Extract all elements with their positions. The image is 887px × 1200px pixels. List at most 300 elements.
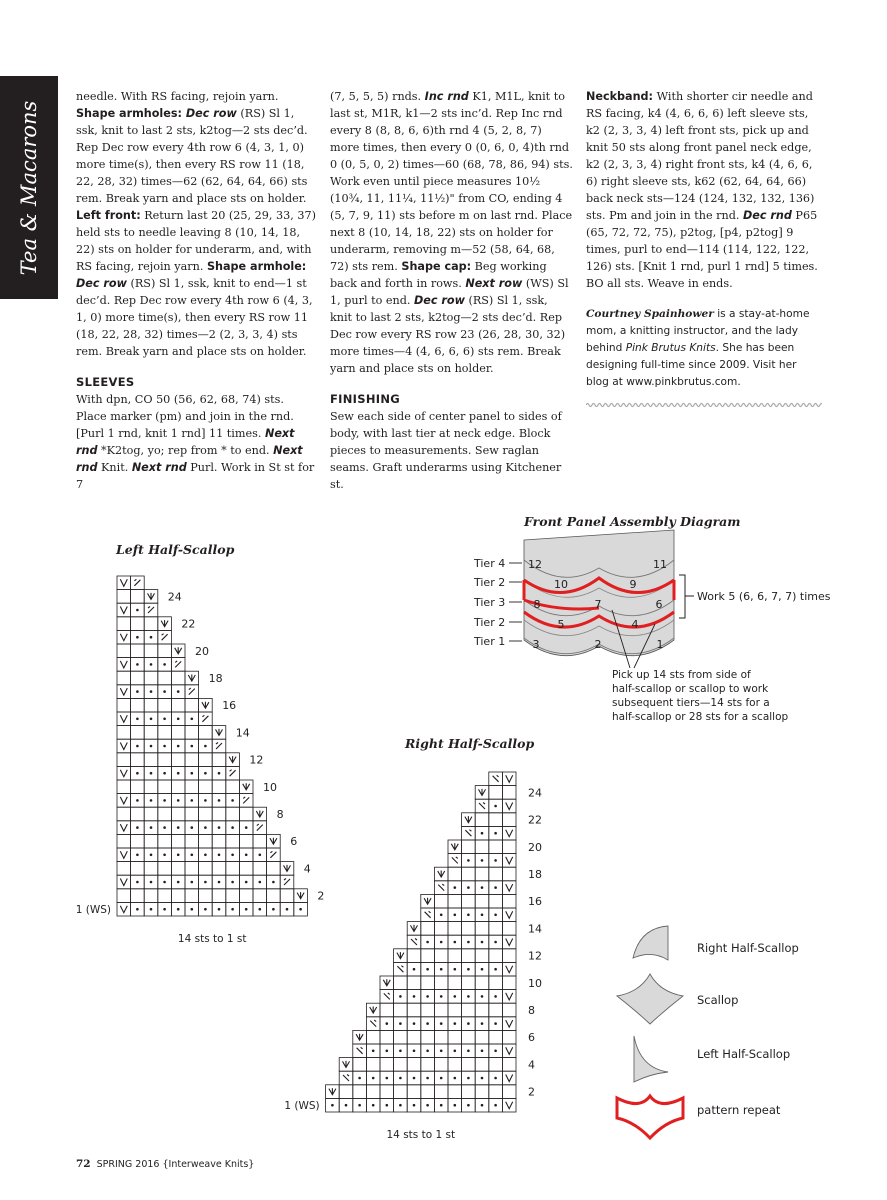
chart-cell (117, 780, 131, 794)
chart-cell (212, 834, 226, 848)
text-run: needle. With RS facing, rejoin yarn. (76, 90, 279, 103)
chart-cell (253, 834, 267, 848)
slip-symbol (120, 688, 127, 695)
chart-cell (117, 862, 131, 876)
emphasis-run: Left front: (76, 209, 141, 222)
purl-symbol (177, 745, 180, 748)
chart-cell (475, 1003, 489, 1017)
chart-cell (434, 949, 448, 963)
text-run: With dpn, CO 50 (56, 62, 68, 74) sts. Place marker (pm) and join in the rnd. [Purl 1 rnd, knit 1 rnd] 11 times. (76, 393, 294, 440)
chart-cell (144, 834, 158, 848)
chart-cell (502, 1017, 516, 1031)
decrease-symbol (343, 1061, 350, 1068)
chart-cell (502, 922, 516, 936)
row-number: 24 (528, 786, 542, 800)
slip-symbol (120, 579, 127, 586)
chart-cell (475, 840, 489, 854)
chart-cell (117, 590, 131, 604)
k2tog-symbol (189, 688, 195, 695)
purl-symbol (481, 1077, 484, 1080)
chart-cell (131, 644, 145, 658)
row-number: 12 (528, 949, 542, 963)
purl-symbol (150, 826, 153, 829)
text-run: *K2tog, yo; rep from * to end. (97, 444, 274, 457)
purl-symbol (231, 881, 234, 884)
chart-cell (117, 821, 131, 835)
chart-cell (171, 834, 185, 848)
k2tog-symbol (148, 607, 154, 614)
chart-cell (462, 976, 476, 990)
purl-symbol (467, 886, 470, 889)
chart-cell (158, 671, 172, 685)
purl-symbol (454, 1077, 457, 1080)
chart-cell (199, 889, 213, 903)
chart-cell (489, 840, 503, 854)
text-run: (RS) Sl 1, ssk, knit to end—1 st dec’d. Rep Dec row every 4th row 6 (4, 3, 1, 0) more time(s), then every RS row 11 (18, 22, 28, 32) times—2 (2, 3, 3, 4) sts rem. Break yarn and place sts on holder. (76, 277, 313, 358)
purl-symbol (358, 1077, 361, 1080)
chart-cell (117, 644, 131, 658)
chart-cell (434, 1030, 448, 1044)
purl-symbol (245, 908, 248, 911)
pickup-note-line: half-scallop or scallop to work (612, 683, 769, 695)
slip-symbol (506, 884, 513, 891)
chart-cell (158, 834, 172, 848)
chart-cell (407, 976, 421, 990)
chart-cell (144, 862, 158, 876)
chart-cell (502, 813, 516, 827)
purl-symbol (163, 854, 166, 857)
ssk-symbol (384, 993, 390, 1000)
purl-symbol (177, 881, 180, 884)
purl-symbol (399, 1104, 402, 1107)
text-run: (7, 5, 5, 5) rnds. (330, 90, 425, 103)
decrease-symbol (284, 865, 291, 872)
legend-label: Scallop (697, 993, 739, 1007)
chart-cell (117, 726, 131, 740)
chart-cell (158, 753, 172, 767)
chart-cell (131, 671, 145, 685)
chart-cell (502, 894, 516, 908)
row-number: 10 (528, 976, 542, 990)
chart-cell (117, 698, 131, 712)
chart-cell (448, 1085, 462, 1099)
purl-symbol (481, 914, 484, 917)
row-number: 22 (528, 813, 542, 827)
chart-cell (434, 894, 448, 908)
chart-cell (421, 1030, 435, 1044)
purl-symbol (481, 995, 484, 998)
ssk-symbol (343, 1075, 349, 1082)
tier-label: Tier 2 (474, 576, 506, 589)
slip-symbol (506, 830, 513, 837)
chart-cell (353, 1085, 367, 1099)
decrease-symbol (356, 1034, 363, 1041)
purl-symbol (345, 1104, 348, 1107)
chart-cell (144, 780, 158, 794)
piece-number: 12 (528, 558, 542, 571)
chart-cell (462, 922, 476, 936)
k2tog-symbol (243, 797, 249, 804)
purl-symbol (372, 1104, 375, 1107)
repeat-bracket (679, 575, 694, 618)
assembly-title: Front Panel Assembly Diagram (524, 514, 741, 529)
purl-symbol (259, 881, 262, 884)
k2tog-symbol (175, 661, 181, 668)
purl-symbol (372, 1077, 375, 1080)
purl-symbol (413, 1050, 416, 1053)
chart-cell (199, 807, 213, 821)
purl-symbol (191, 772, 194, 775)
piece-number: 9 (629, 578, 637, 591)
ssk-symbol (425, 911, 431, 918)
panel-background (524, 530, 674, 656)
chart-cell (171, 753, 185, 767)
chart-cell (144, 807, 158, 821)
piece-number: 4 (631, 618, 639, 631)
left-chart-title: Left Half-Scallop (116, 542, 235, 557)
emphasis-run: Shape armholes: (76, 107, 186, 120)
chart-cell (502, 881, 516, 895)
ssk-symbol (357, 1047, 363, 1054)
decrease-symbol (397, 952, 404, 959)
chart-cell (117, 658, 131, 672)
purl-symbol (136, 636, 139, 639)
purl-symbol (413, 995, 416, 998)
chart-cell (185, 889, 199, 903)
purl-symbol (218, 908, 221, 911)
piece-number: 8 (533, 598, 541, 611)
row-number: 16 (222, 699, 237, 713)
chart-cell (462, 1030, 476, 1044)
k2tog-symbol (257, 824, 263, 831)
text-run: (RS) Sl 1, ssk, knit to last 2 sts, k2tog—2 sts dec’d. Rep Dec row every RS row 23 (26, 28, 30, 32) more times—4 (4, 6, 6, 6) sts rem. Break yarn and place sts on holder. (330, 294, 566, 375)
purl-symbol (136, 745, 139, 748)
chart-cell (489, 1003, 503, 1017)
chart-cell (158, 780, 172, 794)
row-number: 2 (528, 1085, 535, 1099)
chart-cell (475, 894, 489, 908)
decrease-symbol (188, 675, 195, 682)
chart-cell (158, 807, 172, 821)
chart-cell (339, 1085, 353, 1099)
slip-symbol (506, 966, 513, 973)
chart-cell (462, 1085, 476, 1099)
purl-symbol (426, 941, 429, 944)
slip-symbol (506, 911, 513, 918)
chart-cell (489, 1085, 503, 1099)
chart-cell (144, 644, 158, 658)
chart-cell (502, 908, 516, 922)
purl-symbol (150, 663, 153, 666)
chart-cell (144, 753, 158, 767)
chart-cell (502, 1003, 516, 1017)
chart-cell (489, 786, 503, 800)
text-run: (WS) Sl 1, purl to end. (330, 277, 569, 307)
text-run: Sew each side of center panel to sides of body, with last tier at neck edge. Block pieces to measurements. Sew raglan seams. Graft underarms using Kitchener st. (330, 410, 562, 491)
purl-symbol (204, 745, 207, 748)
chart-cell (117, 671, 131, 685)
text-run: Return last 20 (25, 29, 33, 37) held sts to needle leaving 8 (10, 14, 18, 22) sts on holder for underarm, and, with RS facing, rejoin yarn. (76, 209, 316, 273)
decrease-symbol (202, 702, 209, 709)
purl-symbol (413, 1104, 416, 1107)
purl-symbol (399, 1077, 402, 1080)
purl-symbol (259, 854, 262, 857)
purl-symbol (136, 772, 139, 775)
chart-cell (117, 739, 131, 753)
purl-symbol (454, 941, 457, 944)
purl-symbol (454, 886, 457, 889)
chart-cell (394, 976, 408, 990)
slip-symbol (120, 824, 127, 831)
chart-cell (171, 862, 185, 876)
legend-label: Right Half-Scallop (697, 941, 799, 955)
chart-cell (239, 889, 253, 903)
purl-symbol (259, 908, 262, 911)
purl-symbol (245, 826, 248, 829)
purl-symbol (150, 854, 153, 857)
chart-cell (158, 698, 172, 712)
purl-symbol (204, 772, 207, 775)
chart-cell (502, 1098, 516, 1112)
chart-cell (380, 1003, 394, 1017)
chart-cell (199, 780, 213, 794)
chart-cell (158, 862, 172, 876)
purl-symbol (163, 745, 166, 748)
chart-cell (226, 834, 240, 848)
chart-cell (117, 685, 131, 699)
purl-symbol (467, 1022, 470, 1025)
purl-symbol (218, 826, 221, 829)
purl-symbol (440, 941, 443, 944)
chart-cell (462, 867, 476, 881)
emphasis-run: Dec rnd (742, 209, 792, 222)
purl-symbol (494, 995, 497, 998)
chart-cell (226, 780, 240, 794)
chart-cell (434, 922, 448, 936)
k2tog-symbol (270, 851, 276, 858)
piece-number: 3 (532, 638, 540, 651)
chart-cell (117, 712, 131, 726)
row-number: 12 (249, 753, 264, 767)
chart-cell (407, 1085, 421, 1099)
chart-cell (462, 840, 476, 854)
piece-number: 6 (655, 598, 663, 611)
chart-cell (489, 894, 503, 908)
piece-number: 2 (594, 638, 602, 651)
purl-symbol (440, 1022, 443, 1025)
chart-cell (489, 1058, 503, 1072)
chart-cell (502, 854, 516, 868)
chart-cell (239, 862, 253, 876)
chart-cell (421, 1003, 435, 1017)
purl-symbol (163, 826, 166, 829)
emphasis-run: Next rnd (76, 444, 303, 474)
purl-symbol (386, 1104, 389, 1107)
chart-cell (421, 1058, 435, 1072)
chart-cell (212, 862, 226, 876)
chart-cell (434, 976, 448, 990)
purl-symbol (204, 881, 207, 884)
purl-symbol (191, 745, 194, 748)
chart-cell (448, 976, 462, 990)
purl-symbol (136, 881, 139, 884)
purl-symbol (150, 881, 153, 884)
slip-symbol (506, 803, 513, 810)
decrease-symbol (297, 892, 304, 899)
chart-cell (421, 949, 435, 963)
slip-symbol (506, 1102, 513, 1109)
ssk-symbol (397, 966, 403, 973)
slip-symbol (506, 775, 513, 782)
chart-cell (421, 922, 435, 936)
chart-cell (380, 1058, 394, 1072)
purl-symbol (494, 941, 497, 944)
ssk-symbol (411, 939, 417, 946)
chart-cell (475, 976, 489, 990)
emphasis-run: Shape cap: (401, 260, 472, 273)
purl-symbol (440, 1050, 443, 1053)
chart-cell (131, 726, 145, 740)
purl-symbol (494, 914, 497, 917)
chart-cell (502, 867, 516, 881)
purl-symbol (218, 881, 221, 884)
chart-cell (475, 1085, 489, 1099)
chart-cell (448, 1030, 462, 1044)
decrease-symbol (216, 729, 223, 736)
row-number: 14 (235, 726, 250, 740)
purl-symbol (440, 1077, 443, 1080)
row-number: 4 (528, 1058, 535, 1072)
decrease-symbol (465, 816, 472, 823)
purl-symbol (426, 1050, 429, 1053)
chart-cell (475, 1058, 489, 1072)
right-chart-title: Right Half-Scallop (405, 736, 535, 751)
purl-symbol (481, 886, 484, 889)
purl-symbol (150, 799, 153, 802)
purl-symbol (454, 914, 457, 917)
chart-cell (407, 1003, 421, 1017)
chart-cell (117, 902, 131, 916)
slip-symbol (120, 906, 127, 913)
purl-symbol (163, 881, 166, 884)
chart-cell (199, 862, 213, 876)
emphasis-run: Dec row (185, 107, 237, 120)
row-number: 24 (167, 590, 182, 604)
chart-cell (434, 1003, 448, 1017)
decrease-symbol (451, 843, 458, 850)
purl-symbol (150, 636, 153, 639)
purl-symbol (191, 799, 194, 802)
purl-symbol (467, 941, 470, 944)
row-number: 10 (263, 780, 277, 794)
purl-symbol (136, 718, 139, 721)
chart-caption: 14 sts to 1 st (177, 933, 247, 945)
chart-cell (475, 949, 489, 963)
chart-cell (117, 794, 131, 808)
text-run: is a stay-at-home mom, a knitting instructor, and the lady behind (586, 308, 810, 354)
chart-cell (475, 867, 489, 881)
text-run: Beg working back and forth in rows. (330, 260, 547, 290)
chart-cell (475, 1030, 489, 1044)
decrease-symbol (383, 979, 390, 986)
emphasis-run: Next rnd (131, 461, 187, 474)
slip-symbol (120, 607, 127, 614)
chart-cell (144, 617, 158, 631)
chart-cell (462, 1003, 476, 1017)
purl-symbol (150, 718, 153, 721)
chart-cell (117, 766, 131, 780)
chart-cell (212, 780, 226, 794)
emphasis-run: Courtney Spainhower (586, 308, 714, 320)
slip-symbol (506, 1020, 513, 1027)
chart-cell (502, 786, 516, 800)
ws-row-label: 1 (WS) (284, 1100, 320, 1113)
chart-cell (185, 780, 199, 794)
purl-symbol (494, 859, 497, 862)
chart-cell (117, 630, 131, 644)
chart-cell (185, 753, 199, 767)
footer-issue: SPRING 2016 {Interweave Knits} (96, 1159, 255, 1170)
chart-cell (226, 862, 240, 876)
chart-cell (185, 807, 199, 821)
purl-symbol (440, 995, 443, 998)
k2tog-symbol (284, 879, 290, 886)
purl-symbol (454, 1104, 457, 1107)
chart-cell (489, 813, 503, 827)
chart-cell (185, 698, 199, 712)
purl-symbol (272, 908, 275, 911)
tier-label: Tier 3 (474, 596, 506, 609)
chart-cell (144, 698, 158, 712)
purl-symbol (494, 1022, 497, 1025)
purl-symbol (177, 908, 180, 911)
section-tab-label: Tea & Macarons (17, 100, 41, 276)
purl-symbol (494, 1050, 497, 1053)
row-number: 8 (276, 808, 284, 821)
k2tog-symbol (202, 715, 208, 722)
purl-symbol (136, 908, 139, 911)
chart-cell (117, 889, 131, 903)
purl-symbol (399, 1022, 402, 1025)
purl-symbol (177, 772, 180, 775)
purl-symbol (177, 854, 180, 857)
decrease-symbol (256, 811, 263, 818)
row-number: 2 (317, 889, 325, 903)
purl-symbol (440, 968, 443, 971)
purl-symbol (136, 799, 139, 802)
chart-cell (502, 990, 516, 1004)
chart-cell (131, 590, 145, 604)
chart-cell (239, 807, 253, 821)
emphasis-run: Next rnd (76, 427, 295, 457)
chart-cell (131, 617, 145, 631)
chart-cell (448, 867, 462, 881)
slip-symbol (506, 993, 513, 1000)
chart-cell (462, 1058, 476, 1072)
chart-cell (421, 976, 435, 990)
chart-cell (131, 889, 145, 903)
purl-symbol (136, 690, 139, 693)
chart-cell (502, 1058, 516, 1072)
chart-cell (171, 780, 185, 794)
chart-cell (185, 834, 199, 848)
chart-cell (144, 889, 158, 903)
chart-cell (502, 1071, 516, 1085)
chart-cell (131, 834, 145, 848)
emphasis-run: Shape armhole: (206, 260, 307, 273)
tier-label: Tier 2 (474, 616, 506, 629)
piece-number: 10 (554, 578, 568, 591)
